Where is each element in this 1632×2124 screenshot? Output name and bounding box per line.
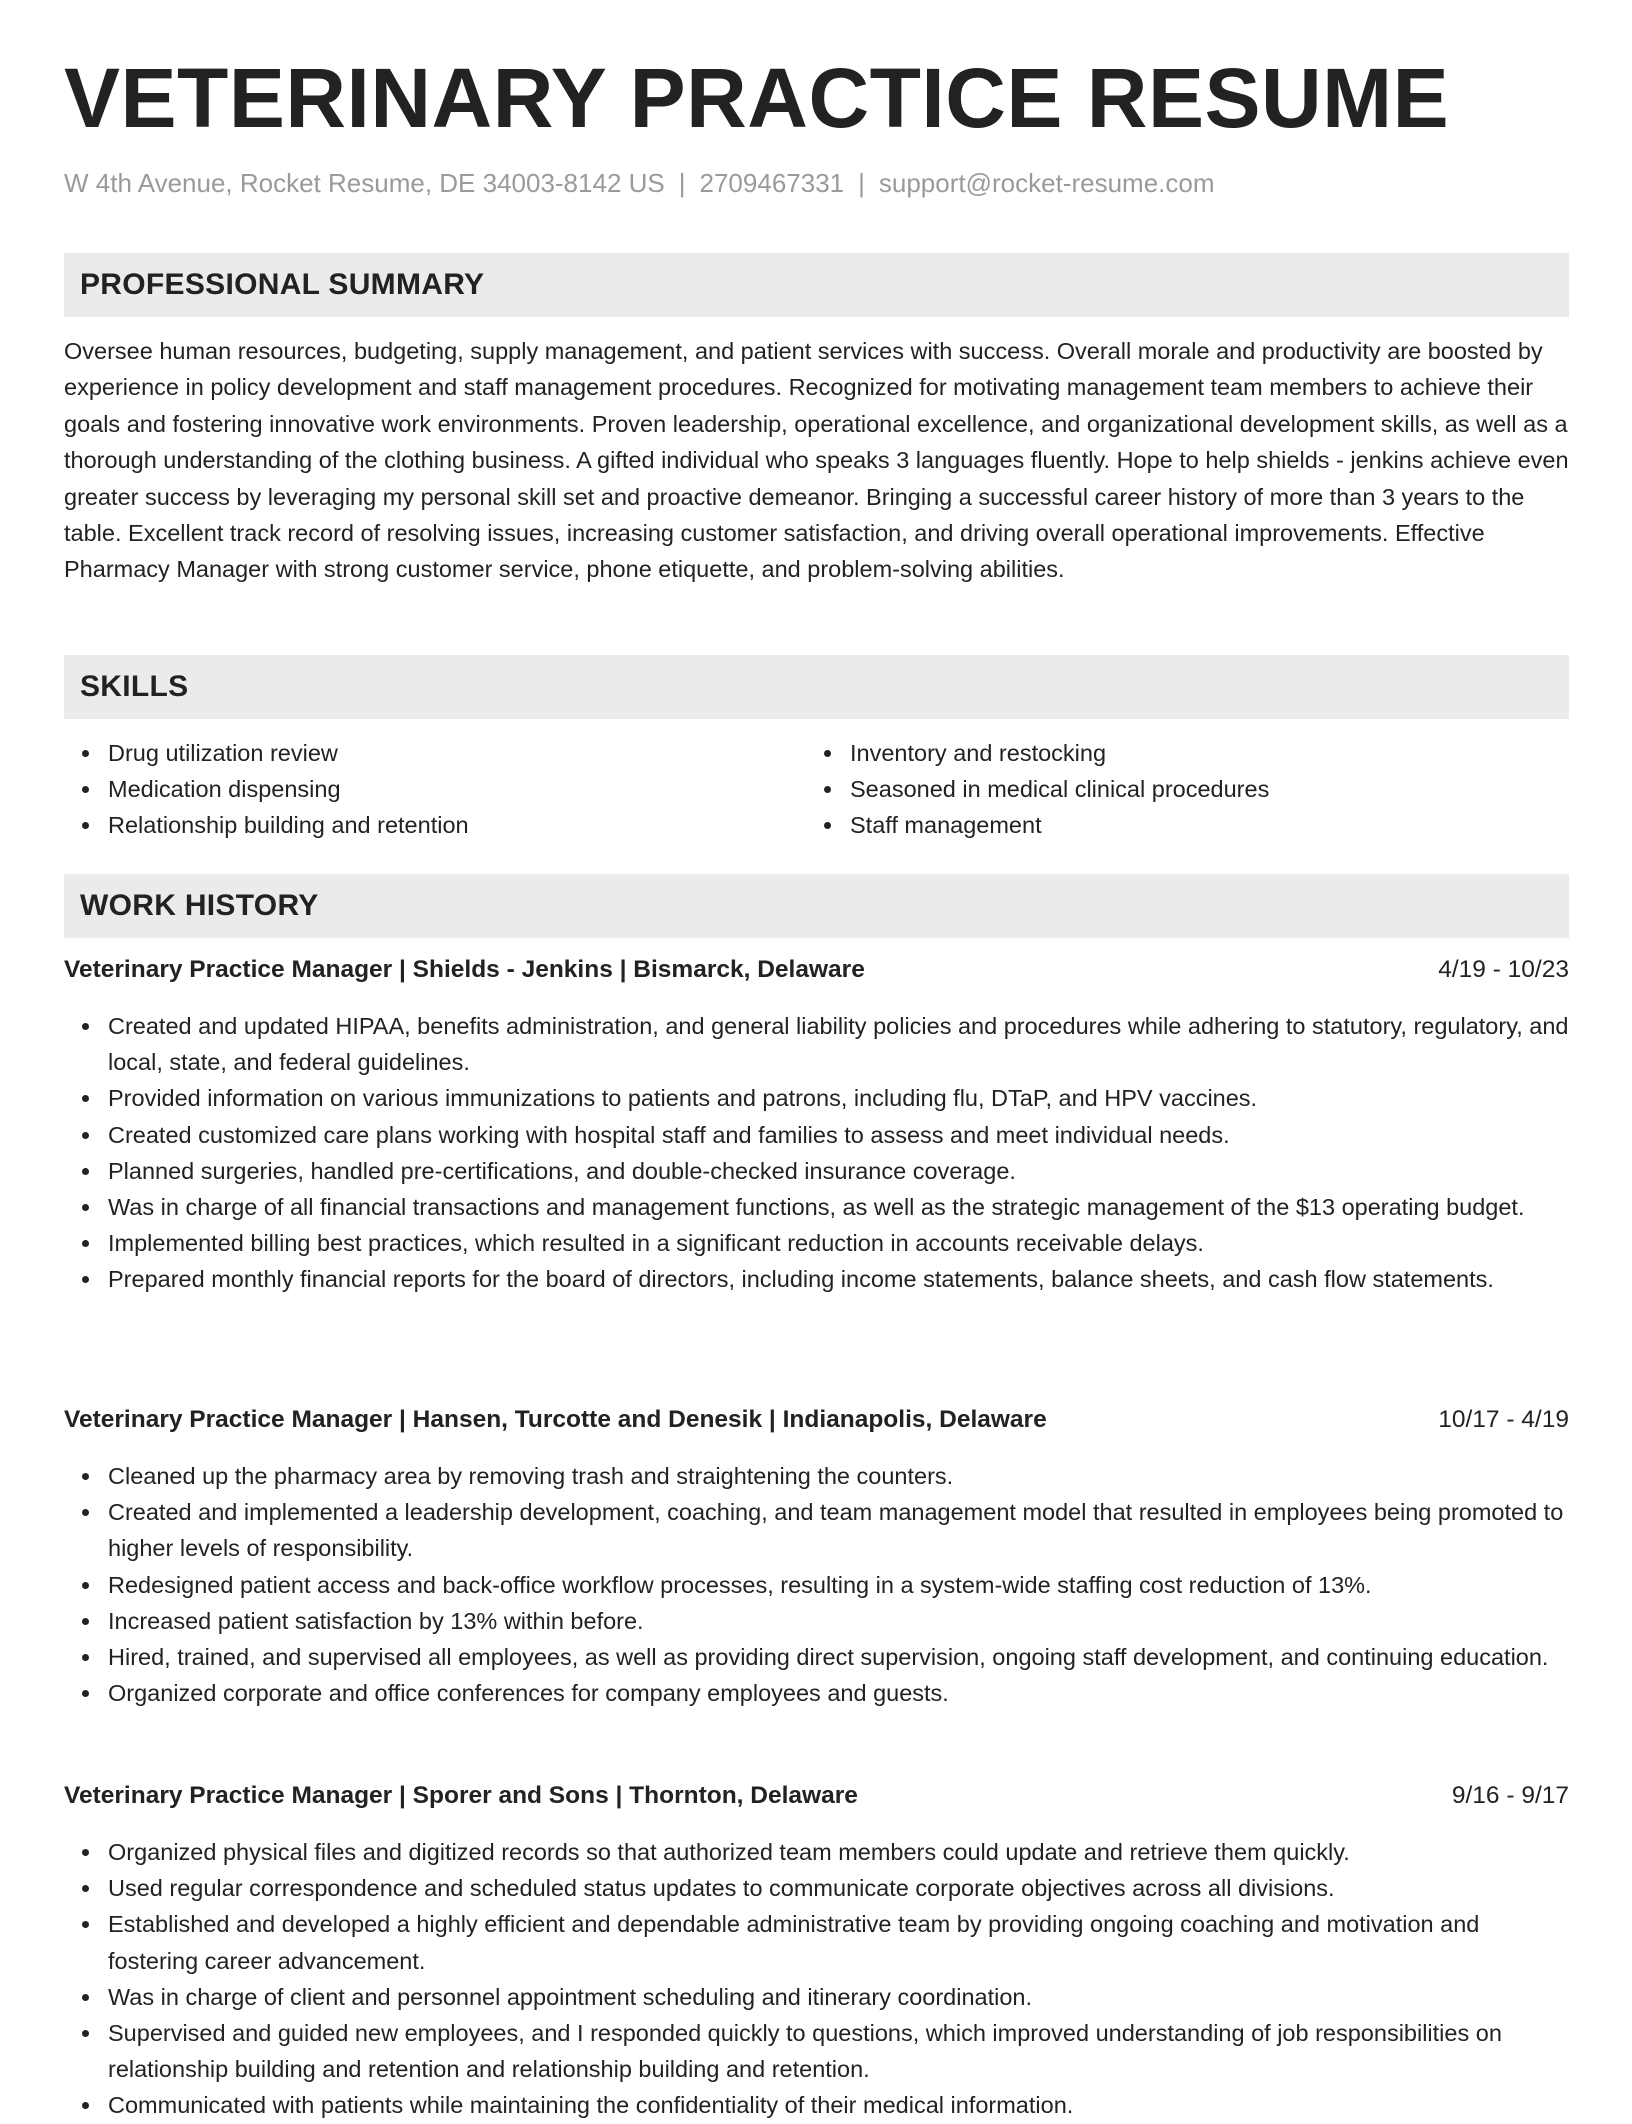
job-entry (64, 1406, 1569, 1711)
job-entry (64, 1782, 1569, 2124)
skill-item: Relationship building and retention (108, 807, 806, 843)
job-bullet: Organized physical files and digitized records so that authorized team members could update and retrieve them quickly. (108, 1834, 1569, 1870)
job-bullet: Used regular correspondence and scheduled status updates to communicate corporate objectives across all divisions. (108, 1870, 1569, 1906)
job-bullet: Prepared monthly financial reports for the board of directors, including income statements, balance sheets, and cash flow statements. (108, 1261, 1569, 1297)
job-title: Veterinary Practice Manager | Hansen, Turcotte and Denesik | Indianapolis, Delaware (64, 1406, 1047, 1433)
skill-item: Inventory and restocking (850, 735, 1548, 771)
job-bullet: Created customized care plans working with hospital staff and families to assess and meet individual needs. (108, 1117, 1569, 1153)
job-bullets (64, 1008, 1569, 1298)
job-bullet: Supervised and guided new employees, and I responded quickly to questions, which improved understanding of job responsibilities on relationship building and retention and relationship building and retention. (108, 2015, 1569, 2087)
section-header-summary: PROFESSIONAL SUMMARY (64, 253, 1569, 317)
job-bullet: Created and implemented a leadership development, coaching, and team management model that resulted in employees being promoted to higher levels of responsibility. (108, 1494, 1569, 1566)
job-bullet: Implemented billing best practices, which resulted in a significant reduction in accounts receivable delays. (108, 1225, 1569, 1261)
job-bullet: Planned surgeries, handled pre-certifications, and double-checked insurance coverage. (108, 1153, 1569, 1189)
section-header-skills: SKILLS (64, 655, 1569, 719)
job-dates: 10/17 - 4/19 (1438, 1406, 1569, 1433)
summary-text: Oversee human resources, budgeting, supply management, and patient services with success. Overall morale and productivity are boosted by experience in policy development and staff management procedures. Recognized for motivating management team members to achieve their goals and fostering innovative work environments. Proven leadership, operational excellence, and organizational development skills, as well as a thorough understanding of the clothing business. A gifted individual who speaks 3 languages fluently. Hope to help shields - jenkins achieve even greater success by leveraging my personal skill set and proactive demeanor. Bringing a successful career history of more than 3 years to the table. Excellent track record of resolving issues, increasing customer satisfaction, and driving overall operational improvements. Effective Pharmacy Manager with strong customer service, phone etiquette, and problem-solving abilities. (64, 338, 1569, 583)
job-bullet: Increased patient satisfaction by 13% within before. (108, 1603, 1569, 1639)
job-bullet: Organized corporate and office conferences for company employees and guests. (108, 1675, 1569, 1711)
job-header (64, 1406, 1569, 1442)
job-bullet: Established and developed a highly efficient and dependable administrative team by providing ongoing coaching and motivation and fostering career advancement. (108, 1906, 1569, 1978)
contact-separator: | (678, 168, 686, 198)
job-header (64, 1782, 1569, 1818)
section-header-work-history: WORK HISTORY (64, 874, 1569, 938)
job-bullet: Created and updated HIPAA, benefits administration, and general liability policies and procedures while adhering to statutory, regulatory, and local, state, and federal guidelines. (108, 1008, 1569, 1080)
job-dates: 9/16 - 9/17 (1451, 1782, 1569, 1809)
job-header (64, 956, 1569, 992)
skill-item: Medication dispensing (108, 771, 806, 807)
job-entry (64, 956, 1569, 1298)
skills-column-left (64, 735, 806, 844)
contact-phone: 2709467331 (699, 168, 845, 198)
job-bullet: Was in charge of client and personnel appointment scheduling and itinerary coordination. (108, 1979, 1569, 2015)
skills-list (64, 735, 1569, 844)
job-bullet: Was in charge of all financial transactions and management functions, as well as the strategic management of the $13 operating budget. (108, 1189, 1569, 1225)
job-bullet: Communicated with patients while maintaining the confidentiality of their medical information. (108, 2087, 1569, 2123)
job-dates: 4/19 - 10/23 (1438, 956, 1569, 983)
resume-title: VETERINARY PRACTICE RESUME (64, 51, 1450, 145)
job-bullets (64, 1834, 1569, 2124)
contact-line (64, 168, 1215, 199)
skill-item: Seasoned in medical clinical procedures (850, 771, 1548, 807)
skill-item: Drug utilization review (108, 735, 806, 771)
contact-address: W 4th Avenue, Rocket Resume, DE 34003-8142 US (64, 168, 665, 198)
skills-column-right (806, 735, 1548, 844)
job-bullet: Redesigned patient access and back-office workflow processes, resulting in a system-wide staffing cost reduction of 13%. (108, 1567, 1569, 1603)
contact-separator: | (858, 168, 865, 198)
skill-item: Staff management (850, 807, 1548, 843)
contact-email: support@rocket-resume.com (878, 168, 1215, 198)
job-title: Veterinary Practice Manager | Sporer and Sons | Thornton, Delaware (64, 1782, 858, 1809)
job-bullet: Hired, trained, and supervised all employees, as well as providing direct supervision, ongoing staff development, and continuing education. (108, 1639, 1569, 1675)
job-bullets (64, 1458, 1569, 1711)
job-bullet: Cleaned up the pharmacy area by removing trash and straightening the counters. (108, 1458, 1569, 1494)
job-bullet: Provided information on various immunizations to patients and patrons, including flu, DTaP, and HPV vaccines. (108, 1080, 1569, 1116)
job-title: Veterinary Practice Manager | Shields - Jenkins | Bismarck, Delaware (64, 956, 865, 983)
